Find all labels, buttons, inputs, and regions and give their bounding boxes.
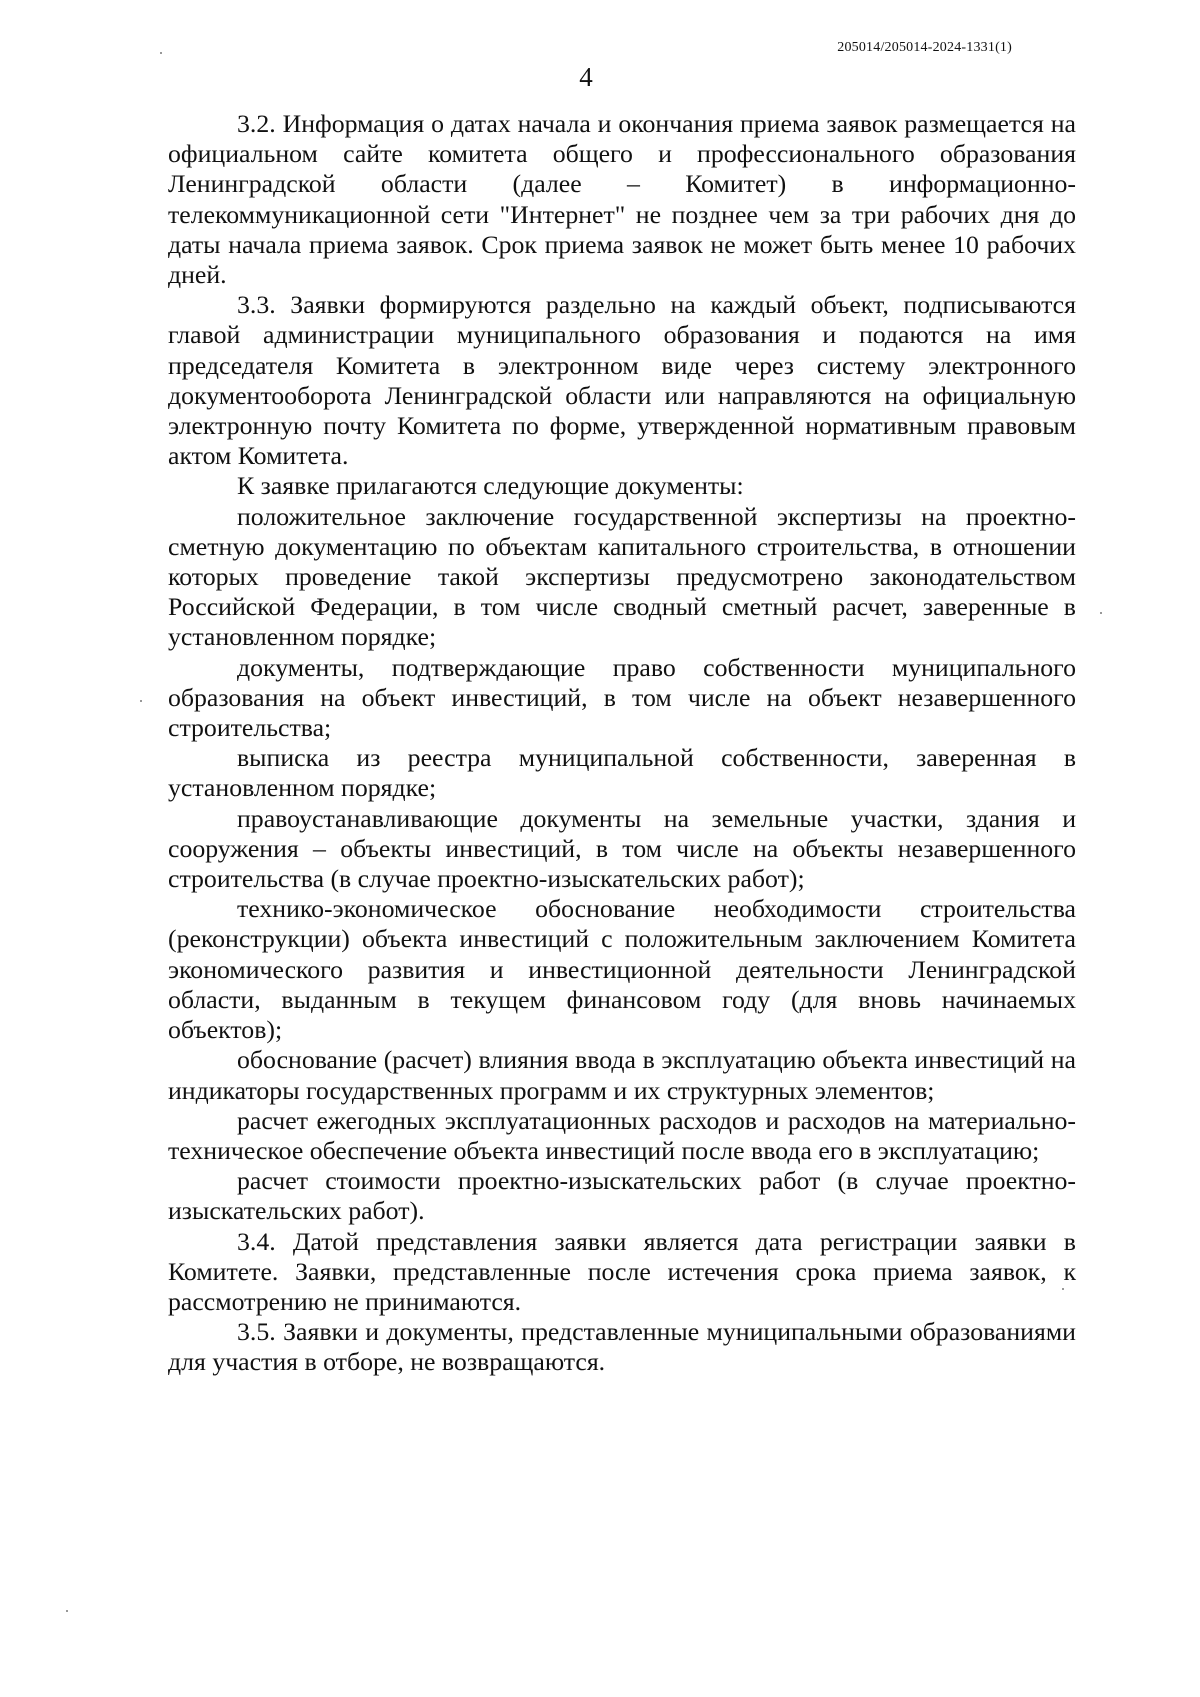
paragraph-3-5: 3.5. Заявки и документы, представленные муниципальными образованиями для участия в отборе, не возвращаются. <box>168 1317 1076 1377</box>
paragraph-3-4: 3.4. Датой представления заявки является дата регистрации заявки в Комитете. Заявки, представленные после истечения срока приема заявок, к рассмотрению не принимаются. <box>168 1226 1076 1316</box>
document-id: 205014/205014-2024-1331(1) <box>837 40 1012 55</box>
scan-speck <box>1100 612 1102 614</box>
document-body <box>168 109 1076 1378</box>
list-item-operating-costs: расчет ежегодных эксплуатационных расходов и расходов на материально-техническое обеспечение объекта инвестиций после ввода его в эксплуатацию; <box>168 1105 1076 1165</box>
scan-speck <box>1062 1288 1064 1290</box>
page-number: 4 <box>579 62 593 92</box>
scan-speck <box>66 1610 68 1612</box>
list-item-registry-extract: выписка из реестра муниципальной собственности, заверенная в установленном порядке; <box>168 743 1076 803</box>
list-item-ownership-documents: документы, подтверждающие право собственности муниципального образования на объект инвестиций, в том числе на объект незавершенного строительства; <box>168 652 1076 743</box>
paragraph-3-2: 3.2. Информация о датах начала и окончания приема заявок размещается на официальном сайте комитета общего и профессионального образования Ленинградской области (далее – Комитет) в информационно-телекоммуникационной сети "Интернет" не позднее чем за три рабочих дня до даты начала приема заявок. Срок приема заявок не может быть менее 10 рабочих дней. <box>168 109 1076 290</box>
scan-speck <box>160 52 162 54</box>
list-item-expertise: положительное заключение государственной экспертизы на проектно-сметную документацию по объектам капитального строительства, в отношении которых проведение такой экспертизы предусмотрено законодательством Российской Федерации, в том числе сводный сметный расчет, заверенные в установленном порядке; <box>168 501 1076 652</box>
list-item-feasibility-study: технико-экономическое обоснование необходимости строительства (реконструкции) объекта инвестиций с положительным заключением Комитета экономического развития и инвестиционной деятельности Ленинградской области, выданным в текущем финансовом году (для вновь начинаемых объектов); <box>168 894 1076 1045</box>
list-item-impact-justification: обоснование (расчет) влияния ввода в эксплуатацию объекта инвестиций на индикаторы государственных программ и их структурных элементов; <box>168 1045 1076 1105</box>
list-item-design-cost: расчет стоимости проектно-изыскательских работ (в случае проектно-изыскательских работ). <box>168 1166 1076 1226</box>
paragraph-3-3: 3.3. Заявки формируются раздельно на каждый объект, подписываются главой администрации муниципального образования и подаются на имя председателя Комитета в электронном виде через систему электронного документооборота Ленинградской области или направляются на официальную электронную почту Комитета по форме, утвержденной нормативным правовым актом Комитета. <box>168 290 1076 471</box>
scan-speck <box>140 700 142 702</box>
list-item-title-documents: правоустанавливающие документы на земельные участки, здания и сооружения – объекты инвестиций, в том числе на объекты незавершенного строительства (в случае проектно-изыскательских работ); <box>168 803 1076 894</box>
paragraph-attachments-intro: К заявке прилагаются следующие документы: <box>237 471 744 501</box>
